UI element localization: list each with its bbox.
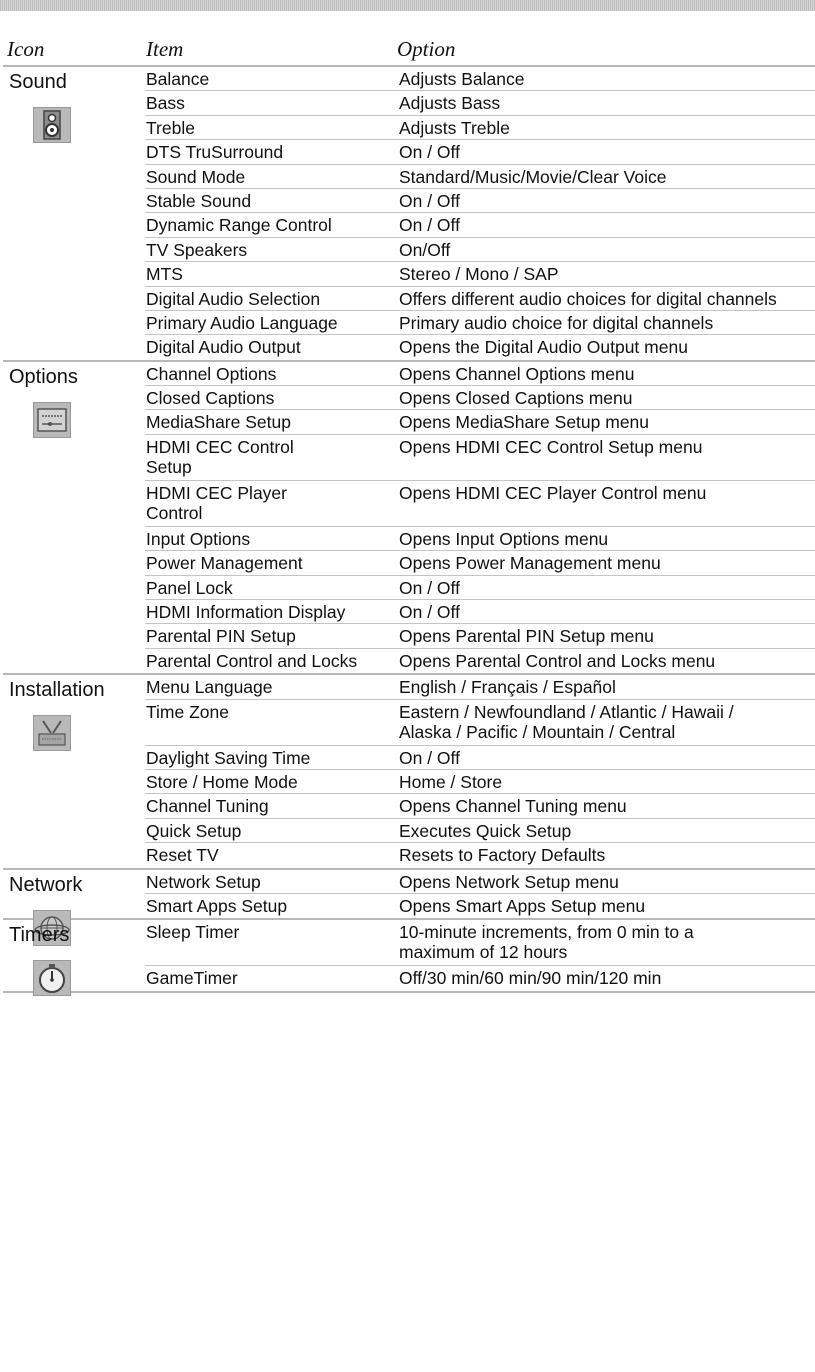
option-cell: Opens Smart Apps Setup menu bbox=[399, 895, 646, 916]
item-cell: Smart Apps Setup bbox=[146, 895, 288, 916]
option-cell: Primary audio choice for digital channels bbox=[399, 312, 714, 333]
table-row bbox=[145, 262, 815, 286]
item-cell: Store / Home Mode bbox=[146, 771, 298, 792]
item-cell: Input Options bbox=[146, 528, 251, 549]
table-row bbox=[145, 624, 815, 648]
option-cell: Eastern / Newfoundland / Atlantic / Hawaii / Alaska / Pacific / Mountain / Central bbox=[399, 701, 734, 742]
item-cell: Closed Captions bbox=[146, 388, 275, 409]
table-row bbox=[145, 843, 815, 867]
options-panel-icon bbox=[33, 402, 71, 438]
item-cell: Menu Language bbox=[146, 677, 273, 698]
item-cell: Dynamic Range Control bbox=[146, 215, 332, 236]
table-row bbox=[145, 435, 815, 481]
header-icon-label: Icon bbox=[7, 37, 45, 61]
item-cell: Time Zone bbox=[146, 701, 229, 722]
item-cell: DTS TruSurround bbox=[146, 142, 284, 163]
item-cell: HDMI CEC Player Control bbox=[146, 482, 287, 523]
option-cell: English / Français / Español bbox=[399, 677, 616, 698]
option-cell: Opens the Digital Audio Output menu bbox=[399, 337, 688, 358]
table-row bbox=[145, 675, 815, 699]
table-row bbox=[145, 410, 815, 434]
stopwatch-icon bbox=[33, 960, 71, 996]
table-row bbox=[145, 116, 815, 140]
section-name: Sound bbox=[9, 71, 67, 93]
option-cell: Stereo / Mono / SAP bbox=[399, 264, 559, 285]
item-cell: Daylight Saving Time bbox=[146, 747, 311, 768]
option-cell: Opens Parental Control and Locks menu bbox=[399, 650, 716, 671]
item-cell: MTS bbox=[146, 264, 183, 285]
table-row bbox=[145, 527, 815, 551]
section-network bbox=[3, 870, 815, 921]
option-cell: Adjusts Balance bbox=[399, 69, 525, 89]
top-decorative-band bbox=[0, 0, 815, 11]
item-cell: Reset TV bbox=[146, 845, 219, 866]
table-row bbox=[145, 238, 815, 262]
header-item-label: Item bbox=[146, 37, 184, 61]
table-row bbox=[145, 362, 815, 386]
table-row bbox=[145, 794, 815, 818]
table-header bbox=[3, 33, 815, 67]
option-cell: On / Off bbox=[399, 602, 460, 623]
table-row bbox=[145, 600, 815, 624]
table-row bbox=[145, 870, 815, 894]
item-cell: MediaShare Setup bbox=[146, 412, 291, 433]
item-cell: Digital Audio Selection bbox=[146, 288, 321, 309]
table-row bbox=[145, 819, 815, 843]
header-option-label: Option bbox=[397, 37, 456, 61]
section-rows bbox=[145, 362, 815, 674]
section-rows bbox=[145, 920, 815, 990]
section-name: Installation bbox=[9, 679, 105, 702]
option-cell: On / Off bbox=[399, 142, 460, 163]
section-options bbox=[3, 362, 815, 676]
option-cell: Adjusts Bass bbox=[399, 93, 501, 114]
item-cell: Channel Tuning bbox=[146, 796, 269, 817]
table-row bbox=[145, 894, 815, 918]
item-cell: GameTimer bbox=[146, 968, 238, 989]
option-cell: Opens HDMI CEC Control Setup menu bbox=[399, 436, 703, 457]
installation-tools-icon bbox=[33, 715, 71, 751]
option-cell: Opens Network Setup menu bbox=[399, 871, 619, 892]
menu-table bbox=[3, 33, 815, 993]
table-row bbox=[145, 140, 815, 164]
item-cell: HDMI Information Display bbox=[146, 602, 346, 623]
option-cell: Resets to Factory Defaults bbox=[399, 845, 606, 866]
item-cell: Sound Mode bbox=[146, 166, 246, 187]
item-cell: Stable Sound bbox=[146, 190, 252, 211]
option-cell: Opens Closed Captions menu bbox=[399, 388, 633, 409]
option-cell: On/Off bbox=[399, 239, 451, 260]
option-cell: Opens Channel Tuning menu bbox=[399, 796, 627, 817]
table-row bbox=[145, 770, 815, 794]
option-cell: On / Off bbox=[399, 215, 460, 236]
option-cell: Standard/Music/Movie/Clear Voice bbox=[399, 166, 667, 187]
speaker-icon bbox=[33, 107, 71, 143]
table-row bbox=[145, 920, 815, 966]
item-cell: Power Management bbox=[146, 553, 303, 574]
section-timers bbox=[3, 920, 815, 992]
item-cell: HDMI CEC Control Setup bbox=[146, 436, 294, 477]
option-cell: Opens Parental PIN Setup menu bbox=[399, 626, 654, 647]
table-row bbox=[145, 189, 815, 213]
option-cell: Off/30 min/60 min/90 min/120 min bbox=[399, 968, 662, 989]
option-cell: Opens Power Management menu bbox=[399, 553, 661, 574]
table-row bbox=[145, 551, 815, 575]
section-name: Options bbox=[9, 365, 78, 388]
table-row bbox=[145, 481, 815, 527]
item-cell: Primary Audio Language bbox=[146, 312, 338, 333]
table-row bbox=[145, 213, 815, 237]
item-cell: Sleep Timer bbox=[146, 922, 240, 943]
table-row bbox=[145, 91, 815, 115]
option-cell: Opens Input Options menu bbox=[399, 528, 609, 549]
item-cell: Network Setup bbox=[146, 871, 261, 892]
option-cell: Executes Quick Setup bbox=[399, 820, 572, 841]
section-name: Network bbox=[9, 873, 83, 896]
option-cell: Opens MediaShare Setup menu bbox=[399, 412, 650, 433]
item-cell: Balance bbox=[146, 69, 210, 89]
option-cell: On / Off bbox=[399, 747, 460, 768]
section-rows bbox=[145, 675, 815, 867]
table-row bbox=[145, 67, 815, 91]
table-row bbox=[145, 165, 815, 189]
table-row bbox=[145, 335, 815, 359]
option-cell: On / Off bbox=[399, 577, 460, 598]
section-installation bbox=[3, 675, 815, 869]
option-cell: Opens HDMI CEC Player Control menu bbox=[399, 482, 707, 503]
item-cell: TV Speakers bbox=[146, 239, 248, 260]
item-cell: Panel Lock bbox=[146, 577, 233, 598]
option-cell: On / Off bbox=[399, 190, 460, 211]
table-row bbox=[145, 576, 815, 600]
table-row bbox=[145, 311, 815, 335]
option-cell: Offers different audio choices for digital channels bbox=[399, 288, 777, 309]
table-row bbox=[145, 700, 815, 746]
section-name: Timers bbox=[9, 924, 70, 947]
item-cell: Quick Setup bbox=[146, 820, 242, 841]
table-row bbox=[145, 649, 815, 673]
option-cell: Adjusts Treble bbox=[399, 117, 510, 138]
option-cell: Opens Channel Options menu bbox=[399, 363, 635, 384]
item-cell: Digital Audio Output bbox=[146, 337, 301, 358]
item-cell: Parental PIN Setup bbox=[146, 626, 296, 647]
item-cell: Channel Options bbox=[146, 363, 277, 384]
item-cell: Bass bbox=[146, 93, 185, 114]
section-sound bbox=[3, 67, 815, 362]
item-cell: Parental Control and Locks bbox=[146, 650, 358, 671]
option-cell: 10-minute increments, from 0 min to a maximum of 12 hours bbox=[399, 922, 694, 963]
table-row bbox=[145, 966, 815, 990]
option-cell: Home / Store bbox=[399, 771, 503, 792]
table-row bbox=[145, 386, 815, 410]
table-row bbox=[145, 746, 815, 770]
item-cell: Treble bbox=[146, 117, 195, 138]
section-rows bbox=[145, 67, 815, 360]
sections-container bbox=[3, 67, 815, 993]
section-rows bbox=[145, 870, 815, 919]
table-row bbox=[145, 287, 815, 311]
